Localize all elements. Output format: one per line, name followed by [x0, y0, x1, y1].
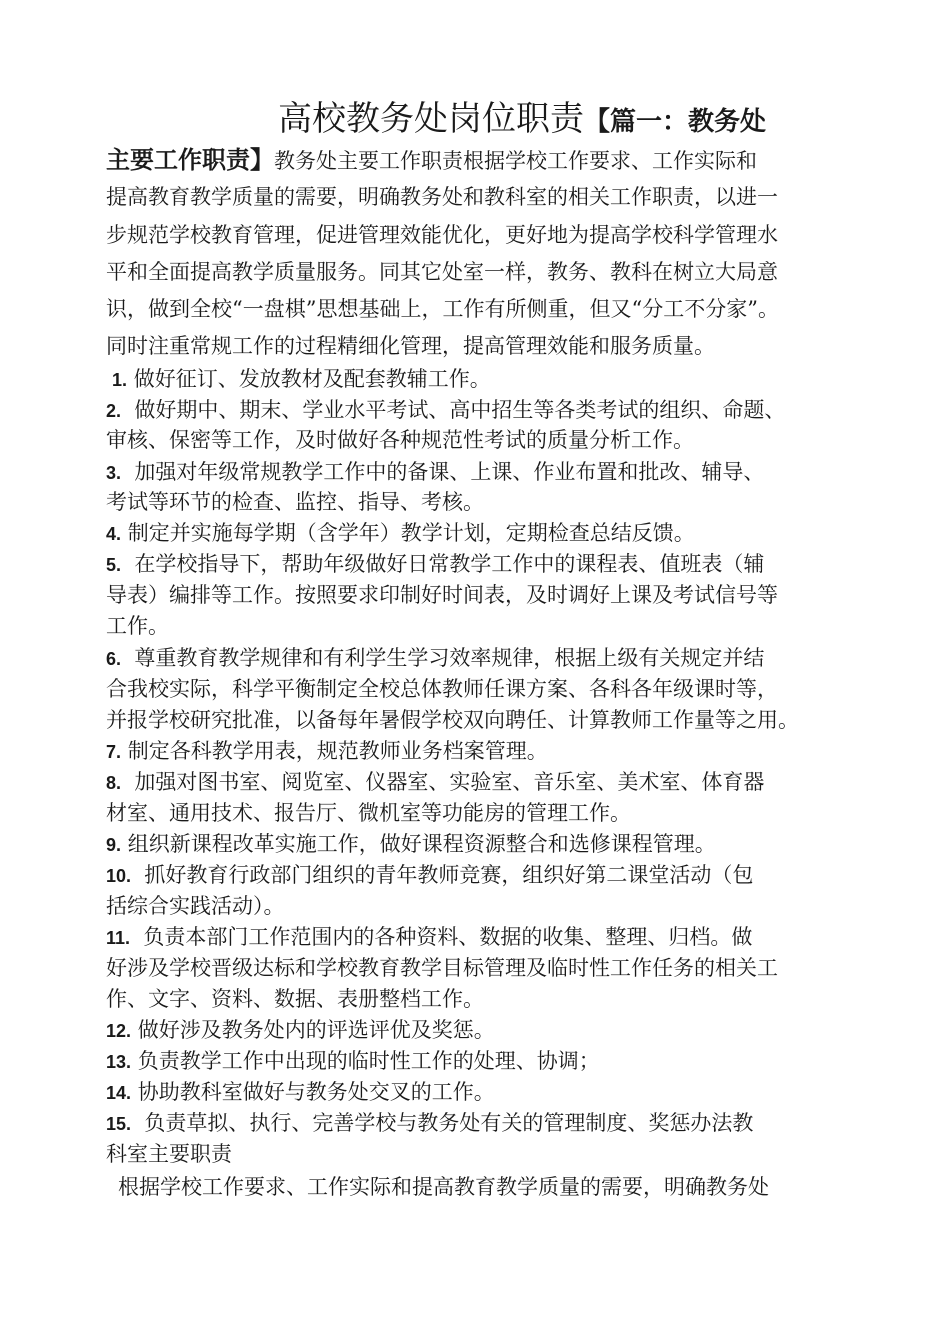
item-number: 8. — [106, 773, 122, 793]
item-number: 6. — [106, 649, 122, 669]
item-continuation: 导表）编排等工作。按照要求印制好时间表，及时调好上课及考试信号等 — [106, 583, 778, 607]
intro-line: 同时注重常规工作的过程精细化管理，提高管理效能和服务质量。 — [106, 334, 715, 358]
document-title — [278, 96, 766, 145]
list-item: 3. 加强对年级常规教学工作中的备课、上课、作业布置和批改、辅导、 — [106, 460, 765, 484]
closing-line: 根据学校工作要求、工作实际和提高教育教学质量的需要，明确教务处 — [118, 1175, 769, 1199]
list-item: 1. 做好征订、发放教材及配套教辅工作。 — [112, 367, 491, 391]
list-item: 2. 做好期中、期末、学业水平考试、高中招生等各类考试的组织、命题、 — [106, 398, 786, 422]
intro-line: 平和全面提高教学质量服务。同其它处室一样，教务、教科在树立大局意 — [106, 260, 778, 284]
list-item: 14. 协助教科室做好与教务处交叉的工作。 — [106, 1080, 495, 1104]
item-continuation: 科室主要职责 — [106, 1142, 232, 1166]
item-number: 15. — [106, 1114, 132, 1134]
item-number: 11. — [106, 928, 131, 948]
item-continuation: 并报学校研究批准，以备每年暑假学校双向聘任、计算教师工作量等之用。 — [106, 708, 799, 732]
title-main: 高校教务处岗位职责 — [278, 99, 584, 139]
list-item: 7. 制定各科教学用表，规范教师业务档案管理。 — [106, 739, 548, 763]
item-number: 12. — [106, 1021, 132, 1041]
intro-text: 教务处主要工作职责根据学校工作要求、工作实际和 — [274, 149, 757, 173]
item-number: 1. — [112, 370, 128, 390]
list-item: 13. 负责教学工作中出现的临时性工作的处理、协调； — [106, 1049, 600, 1073]
item-continuation: 合我校实际，科学平衡制定全校总体教师任课方案、各科各年级课时等， — [106, 677, 778, 701]
list-item: 9. 组织新课程改革实施工作，做好课程资源整合和选修课程管理。 — [106, 832, 716, 856]
item-number: 4. — [106, 524, 122, 544]
intro-line: 识，做到全校“一盘棋”思想基础上，工作有所侧重，但又“分工不分家”。 — [106, 297, 779, 321]
item-continuation: 括综合实践活动）。 — [106, 894, 285, 918]
item-continuation: 作、文字、资料、数据、表册整档工作。 — [106, 987, 484, 1011]
item-number: 13. — [106, 1052, 132, 1072]
item-number: 2. — [106, 401, 122, 421]
item-number: 10. — [106, 866, 132, 886]
list-item: 12. 做好涉及教务处内的评选评优及奖惩。 — [106, 1018, 495, 1042]
item-number: 7. — [106, 742, 122, 762]
list-item: 15. 负责草拟、执行、完善学校与教务处有关的管理制度、奖惩办法教 — [106, 1111, 754, 1135]
item-number: 9. — [106, 835, 122, 855]
item-number: 14. — [106, 1083, 132, 1103]
intro-line — [106, 145, 757, 176]
item-continuation: 材室、通用技术、报告厅、微机室等功能房的管理工作。 — [106, 801, 631, 825]
list-item: 10. 抓好教育行政部门组织的青年教师竞赛，组织好第二课堂活动（包 — [106, 863, 754, 887]
item-continuation: 好涉及学校晋级达标和学校教育教学目标管理及临时性工作任务的相关工 — [106, 956, 778, 980]
intro-line: 步规范学校教育管理，促进管理效能优化，更好地为提高学校科学管理水 — [106, 223, 778, 247]
item-continuation: 考试等环节的检查、监控、指导、考核。 — [106, 490, 484, 514]
list-item: 6. 尊重教育教学规律和有利学生学习效率规律，根据上级有关规定并结 — [106, 646, 765, 670]
list-item: 11. 负责本部门工作范围内的各种资料、数据的收集、整理、归档。做 — [106, 925, 753, 949]
intro-line: 提高教育教学质量的需要，明确教务处和教科室的相关工作职责，以进一 — [106, 185, 778, 209]
title-sub: 【篇一：教务处 — [584, 107, 767, 137]
list-item: 4. 制定并实施每学期（含学年）教学计划，定期检查总结反馈。 — [106, 521, 695, 545]
item-continuation: 工作。 — [106, 614, 169, 638]
list-item: 5. 在学校指导下，帮助年级做好日常教学工作中的课程表、值班表（辅 — [106, 552, 765, 576]
list-item: 8. 加强对图书室、阅览室、仪器室、实验室、音乐室、美术室、体育器 — [106, 770, 765, 794]
intro-lead: 主要工作职责】 — [106, 145, 274, 174]
item-number: 5. — [106, 555, 122, 575]
item-continuation: 审核、保密等工作，及时做好各种规范性考试的质量分析工作。 — [106, 428, 694, 452]
item-number: 3. — [106, 463, 122, 483]
